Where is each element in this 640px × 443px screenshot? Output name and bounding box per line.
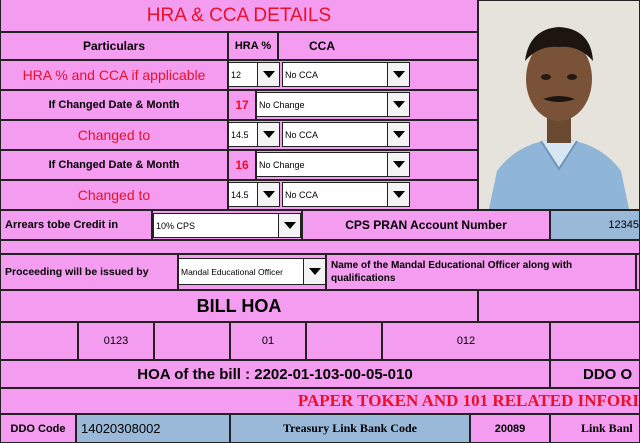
paper-token-heading: PAPER TOKEN AND 101 RELATED INFORI <box>0 388 640 414</box>
changed-to-hra-value-2: 14.5 <box>231 189 249 200</box>
changed-to-cca-dropdown-2[interactable] <box>282 182 410 207</box>
hoa-code-cell-6 <box>550 322 640 360</box>
change-dropdown-1[interactable] <box>256 92 410 117</box>
proceeding-label: Proceeding will be issued by <box>0 254 178 290</box>
link-bank-partial: Link Banl <box>550 414 640 443</box>
hra-percent-value: 12 <box>231 69 242 80</box>
treasury-link-label: Treasury Link Bank Code <box>230 414 470 443</box>
ddo-partial-header: DDO O <box>550 360 640 388</box>
meo-edge-cell <box>636 254 640 290</box>
proceeding-dropdown[interactable] <box>178 258 326 285</box>
header-cca: CCA <box>278 32 478 60</box>
changed-to-hra-dropdown-1[interactable] <box>228 122 280 147</box>
chevron-down-icon[interactable] <box>278 214 300 237</box>
treasury-link-value[interactable]: 20089 <box>470 414 550 443</box>
chevron-down-icon[interactable] <box>257 63 279 86</box>
hoa-code-3[interactable]: 012 <box>382 322 550 360</box>
cca-dropdown[interactable] <box>282 62 410 87</box>
hoa-code-cell-2 <box>154 322 230 360</box>
chevron-down-icon[interactable] <box>387 93 409 116</box>
changed-to-cca-dropdown-1[interactable] <box>282 122 410 147</box>
meo-label: Name of the Mandal Educational Officer along with qualifications <box>326 254 636 290</box>
bill-hoa-title: BILL HOA <box>0 290 478 322</box>
arrears-label: Arrears tobe Credit in <box>0 210 152 240</box>
chevron-down-icon[interactable] <box>303 259 325 284</box>
changed-to-cca-value-2: No CCA <box>285 189 319 200</box>
spacer-row <box>0 240 640 254</box>
changed-date-label-1: If Changed Date & Month <box>0 90 228 120</box>
page-title: HRA & CCA DETAILS <box>0 0 478 32</box>
proceeding-value: Mandal Educational Officer <box>181 266 283 277</box>
hoa-code-2[interactable]: 01 <box>230 322 306 360</box>
chevron-down-icon[interactable] <box>387 63 409 86</box>
changed-to-cca-value-1: No CCA <box>285 129 319 140</box>
arrears-value: 10% CPS <box>156 220 196 231</box>
changed-to-label-2: Changed to <box>0 180 228 210</box>
hra-percent-dropdown[interactable] <box>228 62 280 87</box>
arrears-dropdown[interactable] <box>153 213 301 238</box>
hoa-of-bill: HOA of the bill : 2202-01-103-00-05-010 <box>0 360 550 388</box>
header-hra-percent: HRA % <box>228 32 278 60</box>
chevron-down-icon[interactable] <box>387 183 409 206</box>
profile-photo <box>478 0 640 210</box>
changed-date-value-1: 17 <box>228 90 256 120</box>
changed-to-hra-dropdown-2[interactable] <box>228 182 280 207</box>
pran-label: CPS PRAN Account Number <box>302 210 550 240</box>
header-particulars: Particulars <box>0 32 228 60</box>
hra-cca-label: HRA % and CCA if applicable <box>0 60 228 90</box>
ddo-code-value[interactable]: 14020308002 <box>76 414 230 443</box>
chevron-down-icon[interactable] <box>387 123 409 146</box>
person-photo-icon <box>479 1 639 209</box>
bill-hoa-side <box>478 290 640 322</box>
change-value-2: No Change <box>259 159 305 170</box>
hoa-code-1[interactable]: 0123 <box>78 322 154 360</box>
changed-to-hra-value-1: 14.5 <box>231 129 249 140</box>
pran-value[interactable]: 12345 <box>550 210 640 240</box>
change-dropdown-2[interactable] <box>256 152 410 177</box>
hoa-code-cell-4 <box>306 322 382 360</box>
changed-to-label-1: Changed to <box>0 120 228 150</box>
ddo-code-label: DDO Code <box>0 414 76 443</box>
chevron-down-icon[interactable] <box>257 183 279 206</box>
hoa-code-cell-0 <box>0 322 78 360</box>
chevron-down-icon[interactable] <box>387 153 409 176</box>
cca-value: No CCA <box>285 69 319 80</box>
changed-date-value-2: 16 <box>228 150 256 180</box>
changed-date-label-2: If Changed Date & Month <box>0 150 228 180</box>
chevron-down-icon[interactable] <box>257 123 279 146</box>
change-value-1: No Change <box>259 99 305 110</box>
